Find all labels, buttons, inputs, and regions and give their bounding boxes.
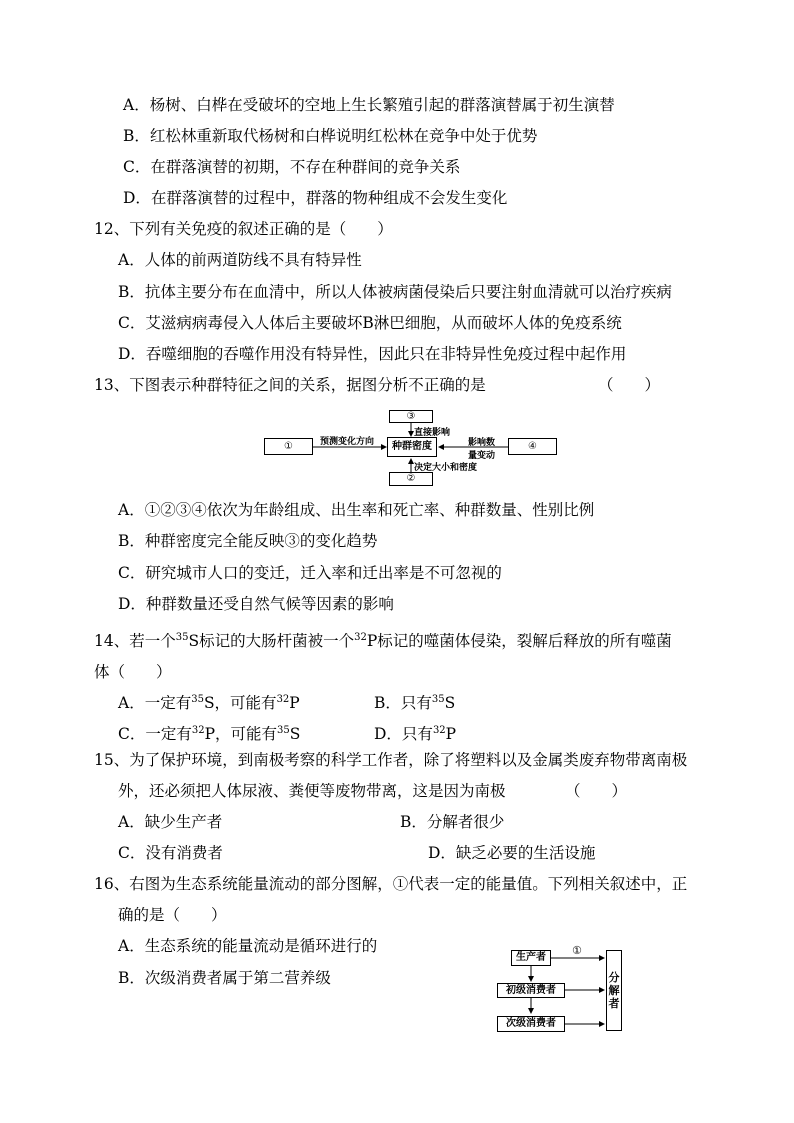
q13-option-b: B．种群密度完全能反映③的变化趋势 <box>118 532 378 550</box>
q11-option-a: A．杨树、白桦在受破坏的空地上生长繁殖引起的群落演替属于初生演替 <box>123 96 615 114</box>
diagram-box-3: ③ <box>389 410 433 423</box>
energy-value-mark: ① <box>572 944 582 957</box>
q14-stem: 14、若一个$^{35}$S标记的大肠杆菌被一个$^{32}$P标记的噬菌体侵染，裂解后释放的所有噬菌 <box>94 632 672 650</box>
diagram-box-1: ① <box>264 438 313 455</box>
label-influence-quantity-1: 影响数 <box>468 438 496 448</box>
q13-paren: （ ） <box>598 376 661 394</box>
q15-option-a: A．缺少生产者 <box>118 813 223 831</box>
q13-option-d: D．种群数量还受自然气候等因素的影响 <box>118 595 394 613</box>
q16-stem-line2: 确的是（ ） <box>118 906 227 924</box>
diagram-box-4: ④ <box>508 438 557 455</box>
q15-stem: 15、为了保护环境，到南极考察的科学工作者，除了将塑料以及金属类废弃物带离南极 <box>94 751 688 769</box>
q12-option-c: C．艾滋病病毒侵入人体后主要破坏B淋巴细胞，从而破坏人体的免疫系统 <box>118 314 622 332</box>
q12-stem: 12、下列有关免疫的叙述正确的是（ ） <box>94 220 393 238</box>
q15-paren: （ ） <box>565 782 628 800</box>
label-predict-direction: 预测变化方向 <box>320 437 375 447</box>
q13-option-c: C．研究城市人口的变迁，迁入率和迁出率是不可忽视的 <box>118 564 502 582</box>
q11-option-c: C．在群落演替的初期，不存在种群间的竞争关系 <box>123 158 461 176</box>
diagram-center-box: 种群密度 <box>387 437 437 457</box>
q16-option-a: A．生态系统的能量流动是循环进行的 <box>118 937 378 955</box>
primary-consumer-box: 初级消费者 <box>497 983 565 998</box>
q14-stem-line2: 体（ ） <box>94 663 172 681</box>
q14-option-a: A．一定有$^{35}$S，可能有$^{32}$P <box>118 694 300 712</box>
secondary-consumer-box: 次级消费者 <box>497 1016 565 1032</box>
q12-option-a: A．人体的前两道防线不具有特异性 <box>118 251 362 269</box>
q12-option-b: B．抗体主要分布在血清中，所以人体被病菌侵染后只要注射血清就可以治疗疾病 <box>118 283 672 301</box>
decomposer-box: 分解者 <box>606 950 622 1031</box>
q15-option-c: C．没有消费者 <box>118 844 223 862</box>
q15-option-b: B．分解者很少 <box>400 813 505 831</box>
q13-stem: 13、下图表示种群特征之间的关系，据图分析不正确的是 <box>94 376 486 394</box>
q16-option-b: B．次级消费者属于第二营养级 <box>118 969 331 987</box>
q11-option-d: D．在群落演替的过程中，群落的物种组成不会发生变化 <box>123 189 508 207</box>
q14-option-d: D．只有$^{32}$P <box>374 725 457 743</box>
q16-stem: 16、右图为生态系统能量流动的部分图解，①代表一定的能量值。下列相关叙述中，正 <box>94 875 688 893</box>
q11-option-b: B．红松林重新取代杨树和白桦说明红松林在竞争中处于优势 <box>123 127 538 145</box>
q14-option-c: C．一定有$^{32}$P，可能有$^{35}$S <box>118 725 301 743</box>
q12-option-d: D．吞噬细胞的吞噬作用没有特异性，因此只在非特异性免疫过程中起作用 <box>118 345 627 363</box>
diagram-box-2: ② <box>389 472 433 486</box>
label-determine-size: 决定大小和密度 <box>414 463 478 473</box>
label-direct-influence: 直接影响 <box>414 428 451 438</box>
q15-stem-line2: 外，还必须把人体尿液、粪便等废物带离，这是因为南极 <box>118 782 506 800</box>
q13-option-a: A．①②③④依次为年龄组成、出生率和死亡率、种群数量、性别比例 <box>118 501 595 519</box>
producer-box: 生产者 <box>511 950 551 966</box>
label-influence-quantity-2: 量变动 <box>468 451 496 461</box>
q14-option-b: B．只有$^{35}$S <box>374 694 456 712</box>
q15-option-d: D．缺乏必要的生活设施 <box>428 844 596 862</box>
